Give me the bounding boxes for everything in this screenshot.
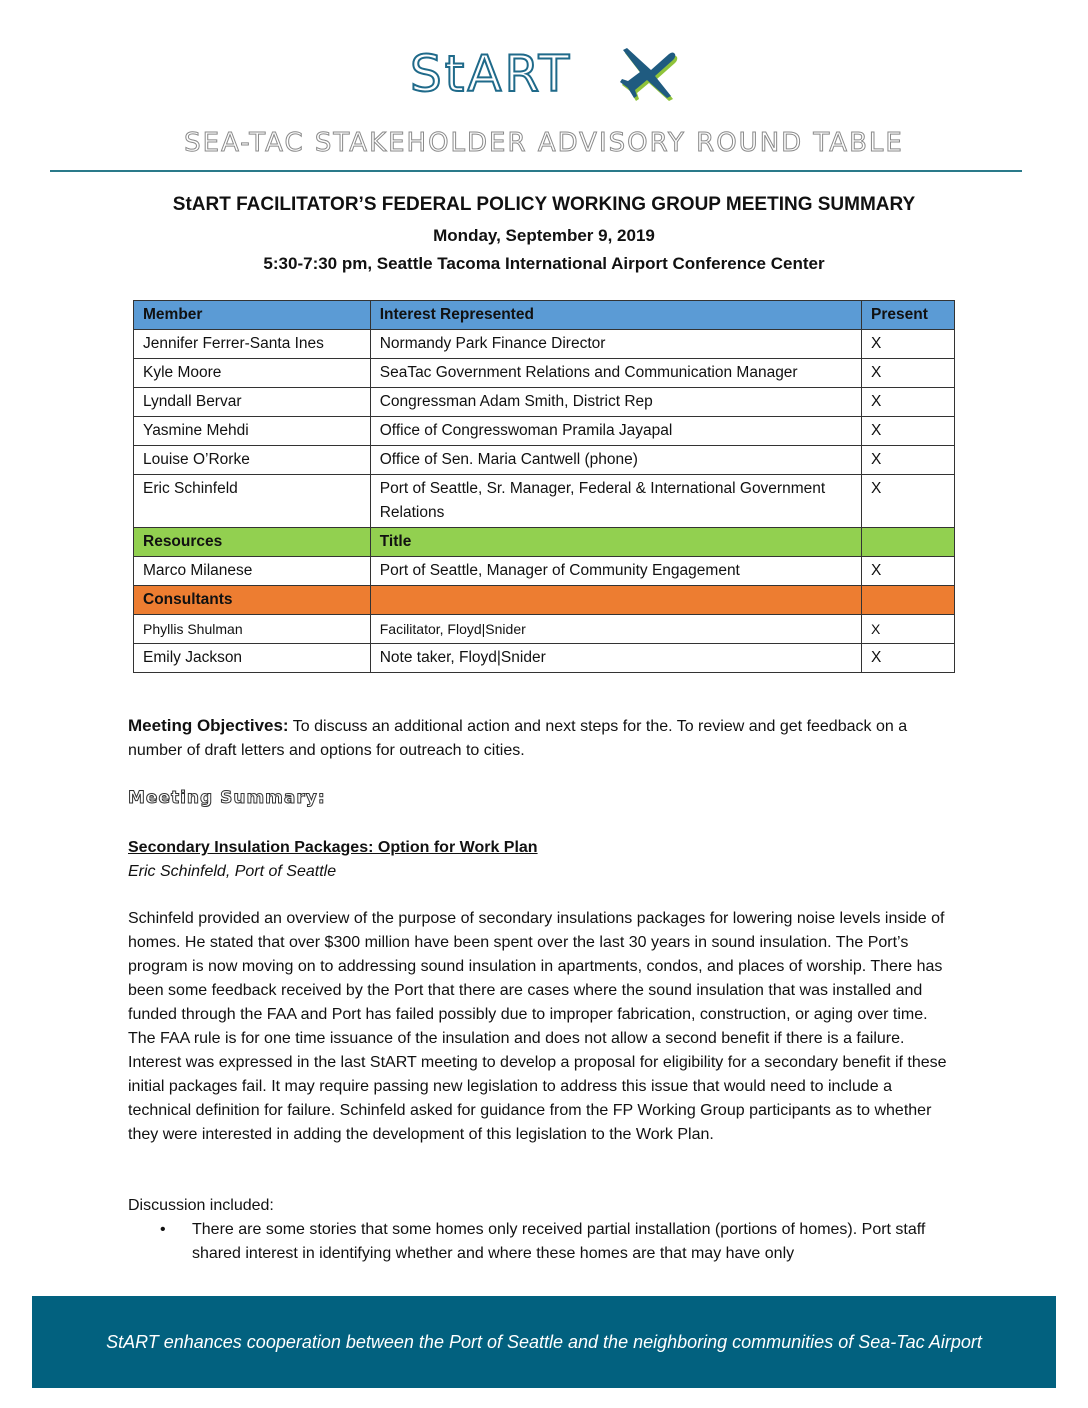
document-title: StART FACILITATOR’S FEDERAL POLICY WORKING GROUP MEETING SUMMARY (172, 194, 916, 215)
member-name: Yasmine Mehdi (134, 417, 371, 446)
member-present: X (862, 446, 955, 475)
header-interest: Interest Represented (370, 301, 861, 330)
meeting-date: Monday, September 9, 2019 (433, 226, 655, 245)
bullet-icon: • (160, 1221, 166, 1238)
consultant-name: Emily Jackson (134, 644, 371, 673)
table-row (134, 359, 955, 388)
objectives-text: To discuss an additional action and next steps for the. To review and get feedback on a number of draft letters and options for outreach to cities. (128, 718, 908, 759)
discussion-label: Discussion included: (128, 1197, 274, 1214)
table-row (134, 388, 955, 417)
table-row (134, 330, 955, 359)
members-header-row (134, 301, 955, 330)
consultant-present: X (862, 615, 955, 644)
header-resources: Resources (134, 528, 371, 557)
organization-subtitle: SEA-TAC STAKEHOLDER ADVISORY ROUND TABLE (184, 128, 904, 158)
member-name: Lyndall Bervar (134, 388, 371, 417)
member-present: X (862, 330, 955, 359)
member-present: X (862, 359, 955, 388)
consultants-header-row (134, 586, 955, 615)
consultant-present: X (862, 644, 955, 673)
member-interest: Office of Congresswoman Pramila Jayapal (370, 417, 861, 446)
header-empty (862, 586, 955, 615)
summary-paragraph: Schinfeld provided an overview of the purpose of secondary insulations packages for lowering noise levels inside of homes. He stated that over $300 million have been spent over the last 30 years in sound insulation. The Port’s program is now moving on to addressing sound insulation in apartments, condos, and places of worship. There has been some feedback received by the Port that there are cases where the sound insulation that was installed and funded through the FAA and Port has failed possibly due to improper fabrication, construction, or aging over time. The FAA rule is for one time issuance of the insulation and does not allow a second benefit if there is a failure. Interest was expressed in the last StART meeting to develop a proposal for eligibility for a secondary benefit if these initial packages fail. It may require passing new legislation to address this issue that would need to include a technical definition for failure. Schinfeld asked for guidance from the FP Working Group participants as to whether they were interested in adding the development of this legislation to the Work Plan. (128, 910, 947, 1143)
resource-present: X (862, 557, 955, 586)
member-interest: Normandy Park Finance Director (370, 330, 861, 359)
header-empty (370, 586, 861, 615)
table-row (134, 644, 955, 673)
resources-header-row (134, 528, 955, 557)
discussion-list (160, 1218, 962, 1266)
header-divider (50, 170, 1022, 172)
table-row (134, 417, 955, 446)
meeting-time-location: 5:30-7:30 pm, Seattle Tacoma International Airport Conference Center (263, 254, 825, 273)
member-present: X (862, 417, 955, 446)
airplane-icon (615, 40, 679, 104)
member-interest: Port of Seattle, Sr. Manager, Federal & International Government Relations (370, 475, 861, 528)
footer-banner (32, 1296, 1056, 1388)
member-present: X (862, 475, 955, 528)
start-logo (0, 40, 1088, 110)
meeting-objectives (128, 714, 928, 763)
list-item-text: There are some stories that some homes only received partial installation (portions of homes). Port staff shared interest in identifying whether and where these homes are that may have only (192, 1221, 926, 1262)
resource-title: Port of Seattle, Manager of Community Engagement (370, 557, 861, 586)
table-row (134, 446, 955, 475)
table-row (134, 557, 955, 586)
attendance-table (133, 300, 955, 673)
header-empty (862, 528, 955, 557)
table-row (134, 615, 955, 644)
section-title: Secondary Insulation Packages: Option for Work Plan (128, 839, 538, 856)
member-name: Eric Schinfeld (134, 475, 371, 528)
table-row (134, 475, 955, 528)
member-interest: Office of Sen. Maria Cantwell (phone) (370, 446, 861, 475)
resource-name: Marco Milanese (134, 557, 371, 586)
header-consultants: Consultants (134, 586, 371, 615)
consultant-title: Facilitator, Floyd|Snider (370, 615, 861, 644)
member-name: Kyle Moore (134, 359, 371, 388)
header-present: Present (862, 301, 955, 330)
member-interest: SeaTac Government Relations and Communication Manager (370, 359, 861, 388)
logo-text: StART (410, 45, 573, 103)
footer-tagline: StART enhances cooperation between the Port of Seattle and the neighboring communities of Sea-Tac Airport (106, 1331, 982, 1352)
member-name: Louise O’Rorke (134, 446, 371, 475)
header-title: Title (370, 528, 861, 557)
consultant-title: Note taker, Floyd|Snider (370, 644, 861, 673)
member-present: X (862, 388, 955, 417)
section-presenter: Eric Schinfeld, Port of Seattle (128, 863, 337, 880)
member-interest: Congressman Adam Smith, District Rep (370, 388, 861, 417)
objectives-label: Meeting Objectives: (128, 716, 289, 735)
list-item (160, 1218, 962, 1266)
summary-heading: Meeting Summary: (128, 788, 326, 808)
header-member: Member (134, 301, 371, 330)
consultant-name: Phyllis Shulman (134, 615, 371, 644)
member-name: Jennifer Ferrer-Santa Ines (134, 330, 371, 359)
